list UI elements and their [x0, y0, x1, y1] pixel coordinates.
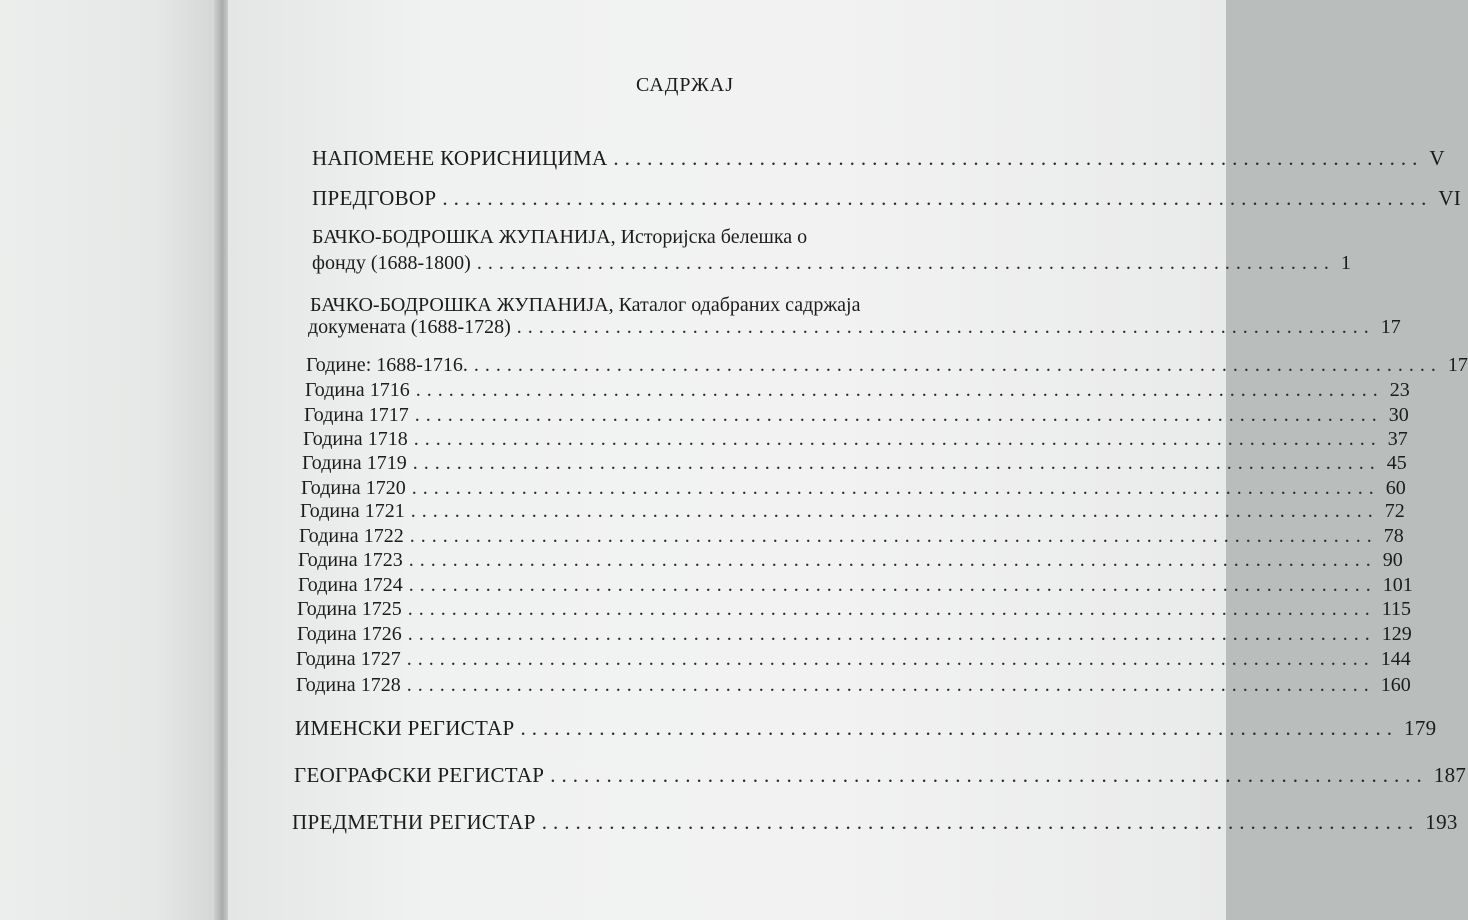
entry-page: 115: [1381, 598, 1411, 620]
entry-page: 129: [1381, 623, 1412, 645]
entry-page: 17: [1380, 316, 1401, 338]
entry-page: V: [1429, 146, 1445, 170]
entry-page: VI: [1438, 186, 1462, 210]
entry-label: Година 1720: [301, 477, 406, 499]
leader-dots: ........................................................................................: [413, 428, 1382, 450]
toc-year-entry: [301, 477, 1406, 500]
leader-dots: ........................................................................................: [412, 452, 1381, 474]
entry-label-line1: БАЧКО-БОДРОШКА ЖУПАНИЈА, Историјска белешка о: [312, 226, 808, 248]
leader-dots: ........................................................................................: [407, 598, 1376, 620]
leader-dots: ........................................................................................: [473, 354, 1442, 376]
entry-label: Година 1717: [304, 404, 409, 426]
toc-year-entry: [298, 574, 1413, 597]
leader-dots: ........................................................................................: [406, 674, 1375, 696]
leader-dots: ..............................................................................: [476, 252, 1335, 274]
entry-label: Година 1725: [297, 598, 402, 620]
entry-page: 60: [1385, 477, 1406, 499]
leader-dots: ..............................................................................: [516, 316, 1375, 338]
toc-entry-line1: [312, 226, 807, 249]
entry-page: 179: [1404, 716, 1437, 740]
leader-dots: ........................................................................................: [408, 549, 1377, 571]
toc-year-entry: [296, 674, 1411, 697]
toc-year-entry: [305, 379, 1410, 402]
leader-dots: ........................................................................................: [406, 648, 1375, 670]
toc-entry: [312, 186, 1462, 211]
toc-entry: [308, 316, 1401, 339]
toc-year-entry: [300, 500, 1405, 523]
entry-label: ПРЕДМЕТНИ РЕГИСТАР: [292, 810, 536, 834]
entry-label: Година 1723: [298, 549, 403, 571]
leader-dots: ........................................................................................: [415, 379, 1384, 401]
leader-dots: ........................................................................................: [410, 500, 1379, 522]
entry-label: НАПОМЕНЕ КОРИСНИЦИМА: [312, 146, 608, 170]
entry-page: 1: [1340, 252, 1351, 274]
entry-label: Година 1724: [298, 574, 403, 596]
entry-page: 45: [1386, 452, 1407, 474]
entry-label: Година 1726: [297, 623, 402, 645]
toc-year-entry: [304, 404, 1409, 427]
entry-label-line1: БАЧКО-БОДРОШКА ЖУПАНИЈА, Каталог одабраних садржаја: [310, 294, 861, 316]
entry-label: ПРЕДГОВОР: [312, 186, 437, 210]
leader-dots: ........................................................................................: [414, 404, 1383, 426]
entry-page: 144: [1380, 648, 1411, 670]
leader-dots: ..............................................................................: [550, 763, 1428, 787]
leader-dots: ........................................................................................: [411, 477, 1380, 499]
entry-label: Година 1716: [305, 379, 410, 401]
toc-year-entry: [297, 623, 1412, 646]
toc-register-entry: [292, 810, 1458, 835]
toc-year-entry: [306, 354, 1468, 377]
toc-entry: [312, 252, 1351, 275]
toc-year-entry: [303, 428, 1408, 451]
entry-page: 37: [1387, 428, 1408, 450]
entry-label-line2: фонду (1688-1800): [312, 252, 471, 274]
entry-label: Година 1718: [303, 428, 408, 450]
entry-label: Година 1722: [299, 525, 404, 547]
entry-page: 17: [1447, 354, 1468, 376]
entry-page: 23: [1389, 379, 1410, 401]
entry-page: 160: [1380, 674, 1411, 696]
toc-year-entry: [302, 452, 1407, 475]
entry-label-line2: докумената (1688-1728): [308, 316, 511, 338]
toc-entry-line1: [310, 294, 860, 317]
entry-page: 101: [1382, 574, 1413, 596]
leader-dots: ........................................................................................: [408, 574, 1377, 596]
toc-year-entry: [296, 648, 1411, 671]
entry-page: 193: [1425, 810, 1458, 834]
entry-page: 78: [1383, 525, 1404, 547]
entry-label: Година 1721: [300, 500, 405, 522]
toc-year-entry: [297, 598, 1411, 621]
entry-page: 187: [1433, 763, 1467, 787]
leader-dots: ........................................................................................: [407, 623, 1376, 645]
toc-register-entry: [295, 716, 1437, 741]
leader-dots: ..............................................................................: [541, 810, 1420, 834]
leader-dots: ........................................................................................: [442, 186, 1433, 210]
entry-label: ИМЕНСКИ РЕГИСТАР: [295, 716, 515, 740]
toc-entry: [312, 146, 1445, 171]
entry-label: ГЕОГРАФСКИ РЕГИСТАР: [294, 763, 545, 787]
entry-label: Године: 1688-1716.: [306, 354, 468, 376]
entry-label: Година 1728: [296, 674, 401, 696]
entry-page: 72: [1384, 500, 1405, 522]
toc-year-entry: [299, 525, 1404, 548]
toc-register-entry: [294, 763, 1467, 788]
entry-label: Година 1727: [296, 648, 401, 670]
toc-title: САДРЖАЈ: [636, 74, 734, 96]
leader-dots: ..............................................................................: [520, 716, 1399, 740]
entry-label: Година 1719: [302, 452, 407, 474]
leader-dots: ........................................................................................: [409, 525, 1378, 547]
entry-page: 90: [1382, 549, 1403, 571]
toc-year-entry: [298, 549, 1403, 572]
leader-dots: ........................................................................: [613, 146, 1424, 170]
entry-page: 30: [1388, 404, 1409, 426]
